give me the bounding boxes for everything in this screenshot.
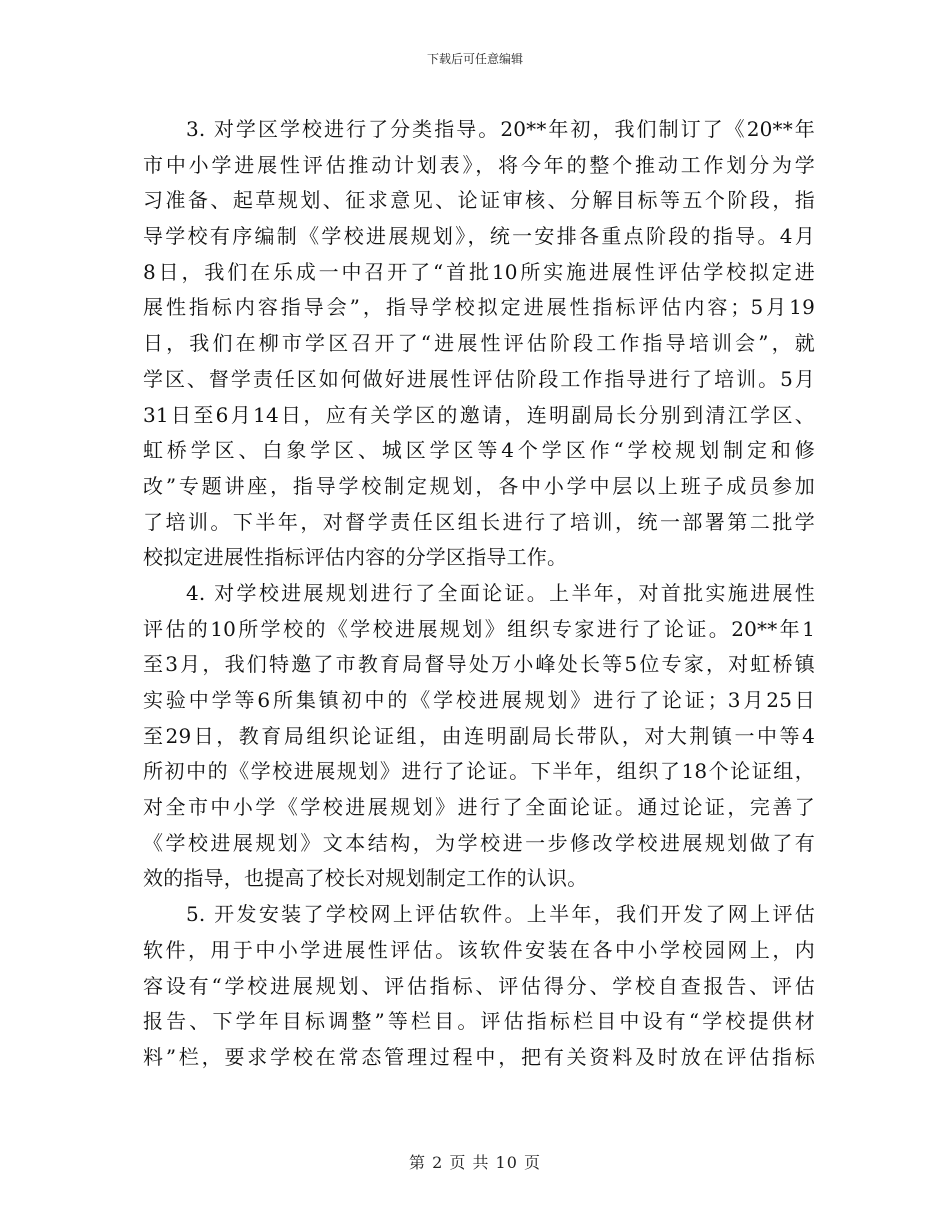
paragraph-3	[143, 112, 815, 576]
text-line: 软件，用于中小学进展性评估。该软件安装在各中小学校园网上，内	[143, 937, 815, 962]
text-line: 日，我们在柳市学区召开了“进展性评估阶段工作指导培训会”，就	[143, 331, 815, 356]
text-line: 改”专题讲座，指导学校制定规划，各中小学中层以上班子成员参加	[143, 473, 815, 498]
text-line: 4. 对学校进展规划进行了全面论证。上半年，对首批实施进展性	[186, 580, 815, 605]
text-line: 展性指标内容指导会”，指导学校拟定进展性指标评估内容；5月19	[143, 295, 815, 320]
page-number: 第 2 页 共 10 页	[409, 1153, 541, 1172]
text-line: 31日至6月14日，应有关学区的邀请，连明副局长分别到清江学区、	[143, 402, 815, 427]
text-line: 料”栏，要求学校在常态管理过程中，把有关资料及时放在评估指标	[143, 1044, 815, 1069]
text-line: 学区、督学责任区如何做好进展性评估阶段工作指导进行了培训。5月	[143, 366, 815, 391]
page-header: 下载后可任意编辑	[426, 52, 523, 66]
paragraph-4	[143, 576, 815, 897]
text-line: 至29日，教育局组织论证组，由连明副局长带队，对大荆镇一中等4	[143, 723, 815, 748]
text-line: 至3月，我们特邀了市教育局督导处万小峰处长等5位专家，对虹桥镇	[143, 652, 815, 677]
text-line: 实验中学等6所集镇初中的《学校进展规划》进行了论证；3月25日	[143, 688, 815, 712]
text-line: 了培训。下半年，对督学责任区组长进行了培训，统一部署第二批学	[143, 509, 815, 534]
text-line: 容设有“学校进展规划、评估指标、评估得分、学校自查报告、评估	[143, 973, 815, 998]
text-line: 校拟定进展性指标评估内容的分学区指导工作。	[143, 545, 568, 570]
text-line: 市中小学进展性评估推动计划表》，将今年的整个推动工作划分为学	[143, 152, 815, 177]
text-line: 虹桥学区、白象学区、城区学区等4个学区作“学校规划制定和修	[143, 438, 815, 463]
text-line: 报告、下学年目标调整”等栏目。评估指标栏目中设有“学校提供材	[143, 1009, 815, 1034]
text-line: 《学校进展规划》文本结构，为学校进一步修改学校进展规划做了有	[143, 830, 815, 855]
text-line: 5. 开发安装了学校网上评估软件。上半年，我们开发了网上评估	[186, 902, 815, 927]
document-body	[143, 112, 815, 1076]
text-line: 对全市中小学《学校进展规划》进行了全面论证。通过论证，完善了	[143, 795, 815, 820]
text-line: 效的指导，也提高了校长对规划制定工作的认识。	[143, 866, 588, 891]
text-line: 8日，我们在乐成一中召开了“首批10所实施进展性评估学校拟定进	[143, 259, 815, 284]
paragraph-5	[143, 897, 815, 1075]
text-line: 导学校有序编制《学校进展规划》，统一安排各重点阶段的指导。4月	[143, 224, 815, 249]
text-line: 评估的10所学校的《学校进展规划》组织专家进行了论证。20**年1	[143, 616, 815, 641]
text-line: 3. 对学区学校进行了分类指导。20**年初，我们制订了《20**年	[186, 117, 815, 141]
text-line: 所初中的《学校进展规划》进行了论证。下半年，组织了18个论证组，	[143, 759, 815, 784]
text-line: 习准备、起草规划、征求意见、论证审核、分解目标等五个阶段，指	[143, 188, 815, 213]
